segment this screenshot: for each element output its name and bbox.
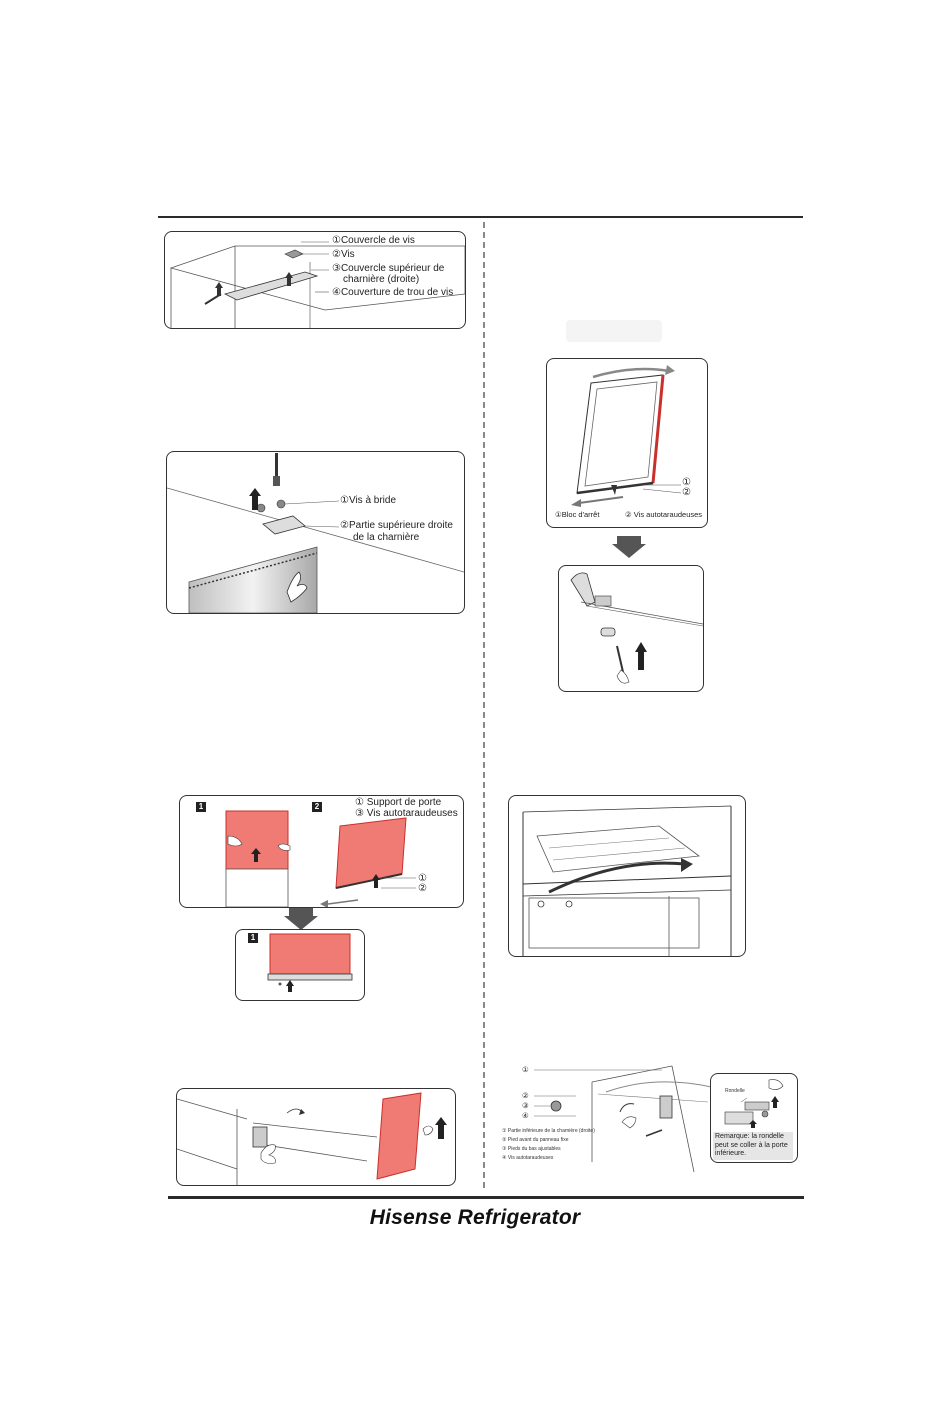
figure-upper-hinge [166, 451, 465, 614]
callout-3-hinge: ③ [522, 1101, 529, 1110]
legend-1: ① Partie inférieure de la charnière (droite) [502, 1128, 595, 1134]
label-self-tapping: ② Vis autotaraudeuses [625, 510, 703, 519]
lower-hinge-illustration [177, 1089, 455, 1185]
step-badge-1b: 1 [248, 933, 258, 943]
label-upper-hinge-2: de la charnière [353, 532, 420, 543]
label-stop-block: ①Bloc d'arrêt [555, 510, 600, 519]
figure-lower-hinge-parts [502, 1062, 712, 1172]
label-screw-hole-cover: ④Couverture de trou de vis [332, 287, 454, 298]
remark-line-3: inférieure. [715, 1150, 747, 1157]
header-rule [158, 216, 803, 218]
figure-freezer-drawer [508, 795, 746, 957]
label-screw: ②Vis [332, 249, 355, 260]
down-arrow-icon [284, 908, 318, 930]
callout-1: ① [418, 873, 427, 884]
remark-line-1: Remarque: la rondelle [715, 1133, 784, 1140]
callout-4-hinge: ④ [522, 1111, 529, 1120]
remark-box [713, 1132, 793, 1160]
label-flange-screw: ①Vis à bride [340, 495, 397, 506]
label-washer: Rondelle [725, 1088, 745, 1094]
figure-door-stop-block [546, 358, 708, 528]
legend-2: ② Pied avant du panneau fixe [502, 1137, 569, 1143]
legend-4: ④ Vis autotaraudeuses [502, 1155, 554, 1161]
callout-2-right: ② [682, 487, 691, 498]
figure-hinge-cover [164, 231, 466, 329]
remark-line-2: peut se coller à la porte [715, 1141, 788, 1149]
callout-1-right: ① [682, 477, 691, 488]
figure-stop-block-install [558, 565, 704, 692]
figure-door-removal [179, 795, 464, 908]
label-door-support: ① Support de porte [355, 797, 442, 808]
callout-2-hinge: ② [522, 1091, 529, 1100]
label-upper-hinge-1: ②Partie supérieure droite [340, 520, 453, 531]
figure-lower-hinge [176, 1088, 456, 1186]
door-stop-block-illustration [547, 359, 707, 527]
freezer-drawer-illustration [509, 796, 745, 956]
legend-3: ③ Pieds du bas ajustables [502, 1146, 561, 1152]
down-arrow-icon-2 [612, 536, 646, 558]
label-screw-cover: ①Couvercle de vis [332, 235, 415, 246]
label-hinge-cover-1: ③Couvercle supérieur de [332, 263, 445, 274]
footer-brand: Hisense Refrigerator [369, 1206, 581, 1229]
figure-door-reinstall [235, 929, 365, 1001]
footer-rule [168, 1196, 804, 1199]
stop-block-install-illustration [559, 566, 703, 691]
figure-washer-inset [710, 1073, 798, 1163]
faint-header-block [566, 320, 662, 342]
step-badge-2: 2 [312, 802, 322, 812]
column-divider [483, 222, 485, 1188]
callout-2: ② [418, 883, 427, 894]
label-hinge-cover-2: charnière (droite) [343, 274, 420, 285]
callout-1-hinge: ① [522, 1065, 529, 1074]
hinge-cover-illustration [165, 232, 465, 328]
upper-hinge-illustration [167, 452, 464, 613]
label-tapping-screws: ③ Vis autotaraudeuses [355, 808, 458, 819]
step-badge-1: 1 [196, 802, 206, 812]
